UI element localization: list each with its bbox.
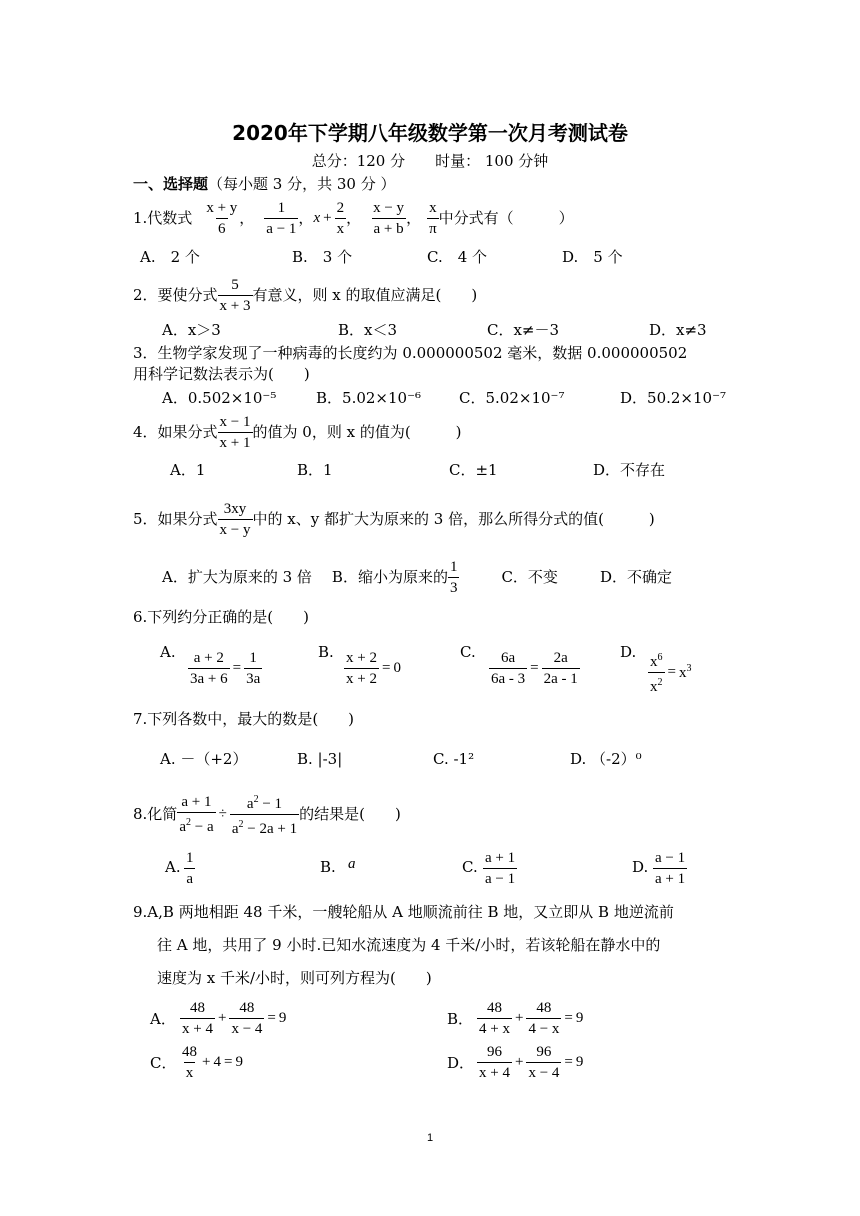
q8-label-d: D. xyxy=(632,858,649,876)
q8-expression: $\frac{a + 1}{a^2 - a}$ ÷ $\frac{a^2 - 1}{a^2 - 2a + 1}$ xyxy=(179,793,298,837)
page-number: 1 xyxy=(426,1132,434,1144)
q4-option-c: C．±1 xyxy=(449,461,498,479)
q9-option-a: 48 x + 4 + $\frac{48}{x - 4}$ = 9 xyxy=(182,1000,287,1037)
q5-fraction: 3xy x − y xyxy=(219,500,251,538)
exam-info: 总分：120 分 时量： 100 分钟 xyxy=(311,152,549,170)
q1-fraction-e: x π xyxy=(429,199,437,237)
q4-fraction: x − 1 x + 1 xyxy=(219,413,251,451)
question-5 xyxy=(133,497,655,541)
q6-option-c: $\frac{6a}{6a - 3}$ = $\frac{2a}{2a - 1}$ xyxy=(491,650,578,687)
q6-label-c: C. xyxy=(460,643,476,661)
q5-option-c: C．不变 xyxy=(501,568,558,586)
q9-stem-line2: 往 A 地，共用了 9 小时.已知水流速度为 4 千米/小时，若该轮船在静水中的 xyxy=(157,936,661,954)
question-4 xyxy=(133,410,462,454)
q9-label-a: A． xyxy=(150,1010,176,1028)
q6-option-a: $\frac{a + 2}{3a + 6}$ = $\frac{1}{3a}$ xyxy=(190,650,261,687)
q8-option-d: a − 1 a + 1 xyxy=(655,850,686,887)
q6-stem: 6.下列约分正确的是( ) xyxy=(133,608,310,626)
q2-suffix: 有意义，则 x 的取值应满足( ) xyxy=(252,286,478,304)
q8-option-c: a + 1 a − 1 xyxy=(485,850,516,887)
q5-prefix: 5．如果分式 xyxy=(133,510,218,528)
q1-option-c: C. 4 个 xyxy=(427,248,488,266)
q1-fraction-d: x − y a + b xyxy=(373,199,405,237)
q8-label-b: B. xyxy=(320,858,336,876)
q2-prefix: 2．要使分式 xyxy=(133,286,218,304)
q2-option-d: D．x≠3 xyxy=(649,321,707,339)
q9-stem-line1: 9.A,B 两地相距 48 千米，一艘轮船从 A 地顺流前往 B 地，又立即从 B 地逆流前 xyxy=(133,903,674,921)
question-2 xyxy=(133,273,477,317)
q9-option-c: 48 x + 4 = 9 xyxy=(182,1044,243,1081)
q4-suffix: 的值为 0，则 x 的值为( ) xyxy=(252,423,462,441)
q7-stem: 7.下列各数中，最大的数是( ) xyxy=(133,710,355,728)
q9-label-b: B． xyxy=(447,1010,474,1028)
q2-option-b: B．x＜3 xyxy=(338,321,398,339)
q3-option-b: B．5.02×10⁻⁶ xyxy=(316,389,422,407)
q5-option-a: A．扩大为原来的 3 倍 xyxy=(162,568,312,586)
q6-option-d: $\frac{x^6}{x^2}$ = $x^3$ xyxy=(650,652,692,695)
q2-option-a: A．x＞3 xyxy=(162,321,221,339)
q8-prefix: 8.化简 xyxy=(133,805,178,823)
q8-label-c: C. xyxy=(462,858,478,876)
q2-option-c: C．x≠－3 xyxy=(487,321,560,339)
question-8 xyxy=(133,792,401,836)
q8-option-a: 1 a xyxy=(186,850,194,887)
q3-stem-line2: 用科学记数法表示为( ) xyxy=(133,365,310,383)
q5-options xyxy=(162,555,672,599)
q5-option-d: D．不确定 xyxy=(599,568,672,586)
q6-label-d: D. xyxy=(620,643,637,661)
q9-label-c: C． xyxy=(150,1054,177,1072)
q1-option-b: B. 3 个 xyxy=(292,248,353,266)
q8-option-b: a xyxy=(348,856,356,872)
q7-option-c: C. -1² xyxy=(433,750,475,768)
section-note: （每小题 3 分，共 30 分 ） xyxy=(208,175,396,193)
q4-option-b: B．1 xyxy=(297,461,333,479)
q1-option-d: D. 5 个 xyxy=(562,248,623,266)
q9-stem-line3: 速度为 x 千米/小时，则可列方程为( ) xyxy=(157,969,432,987)
section-title: 一、选择题 xyxy=(133,175,209,193)
q3-option-a: A．0.502×10⁻⁵ xyxy=(162,389,277,407)
q7-option-a: A. －（+2） xyxy=(160,750,248,768)
q6-label-b: B. xyxy=(318,643,334,661)
q1-fraction-b: 1 a − 1 xyxy=(266,199,297,237)
q3-option-c: C．5.02×10⁻⁷ xyxy=(459,389,565,407)
q4-prefix: 4．如果分式 xyxy=(133,423,218,441)
q3-option-d: D．50.2×10⁻⁷ xyxy=(620,389,727,407)
q6-label-a: A. xyxy=(160,643,176,661)
q9-label-d: D． xyxy=(447,1054,475,1072)
q3-stem-line1: 3．生物学家发现了一种病毒的长度约为 0.000000502 毫米，数据 0.000000502 xyxy=(133,344,688,362)
q6-option-b: $\frac{x + 2}{x + 2}$ = 0 xyxy=(346,650,401,687)
q5-option-b: B．缩小为原来的 xyxy=(331,568,448,586)
q8-suffix: 的结果是( ) xyxy=(299,805,401,823)
q7-option-d: D. （-2）⁰ xyxy=(570,750,642,768)
q1-expression-c: x + $\frac{2}{x}$ xyxy=(313,199,345,237)
q5-suffix: 中的 x、y 都扩大为原来的 3 倍，那么所得分式的值( ) xyxy=(252,510,655,528)
q7-option-b: B. |-3| xyxy=(297,750,343,768)
q8-label-a: A. xyxy=(165,858,181,876)
q4-option-a: A．1 xyxy=(170,461,206,479)
q9-option-d: 96 x + 4 + $\frac{96}{x - 4}$ = 9 xyxy=(479,1044,584,1081)
page-title: 2020年下学期八年级数学第一次月考测试卷 xyxy=(232,121,628,145)
q5-fraction-one-third: 1 3 xyxy=(449,558,458,596)
question-1: 1.代数式 x + y 6 ， 1 a − 1 ， x + $\frac{2}{x}$ ， x − y a + b ， x π 中分式有（ ） xyxy=(133,199,574,237)
q2-fraction: 5 x + 3 xyxy=(219,276,251,314)
q9-option-b: 48 4 + x + $\frac{48}{4 - x}$ = 9 xyxy=(479,1000,584,1037)
q4-option-d: D．不存在 xyxy=(593,461,666,479)
section-heading xyxy=(133,175,396,193)
q1-prefix: 1.代数式 xyxy=(133,209,193,227)
q1-option-a: A. 2 个 xyxy=(140,248,200,266)
q1-suffix: 中分式有（ ） xyxy=(438,209,574,227)
q1-fraction-a: x + y 6 xyxy=(206,199,238,237)
